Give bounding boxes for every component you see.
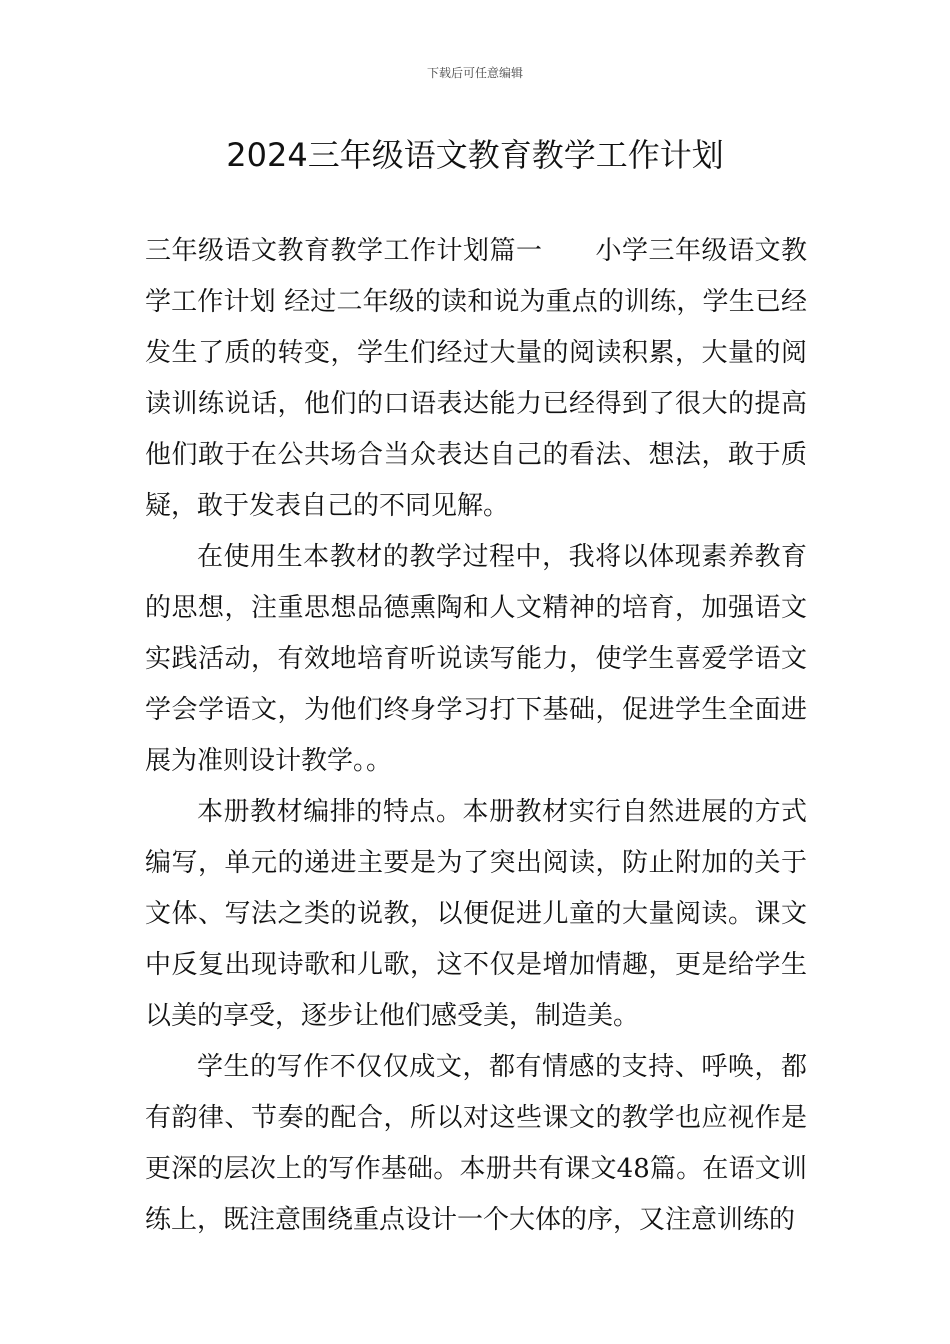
document-title: 2024三年级语文教育教学工作计划 xyxy=(226,136,724,174)
paragraph-2: 在使用生本教材的教学过程中，我将以体现素养教育的思想，注重思想品德熏陶和人文精神的培育，加强语文实践活动，有效地培育听说读写能力，使学生喜爱学语文学会学语文，为他们终身学习打下基础，促进学生全面进展为准则设计教学。。 xyxy=(145,542,807,776)
document-body xyxy=(145,226,807,1246)
paragraph-4: 学生的写作不仅仅成文，都有情感的支持、呼唤，都有韵律、节奏的配合，所以对这些课文的教学也应视作是更深的层次上的写作基础。本册共有课文48篇。在语文训练上，既注意围绕重点设计一个大体的序，又注意训练的 xyxy=(145,1052,807,1235)
paragraph-1: 三年级语文教育教学工作计划篇一 小学三年级语文教学工作计划 经过二年级的读和说为重点的训练，学生已经发生了质的转变，学生们经过大量的阅读积累，大量的阅读训练说话，他们的口语表达能力已经得到了很大的提高他们敢于在公共场合当众表达自己的看法、想法，敢于质疑，敢于发表自己的不同见解。 xyxy=(145,236,807,521)
page-header-note: 下载后可任意编辑 xyxy=(426,66,523,80)
paragraph-3: 本册教材编排的特点。本册教材实行自然进展的方式编写，单元的递进主要是为了突出阅读，防止附加的关于文体、写法之类的说教，以便促进儿童的大量阅读。课文中反复出现诗歌和儿歌，这不仅是增加情趣，更是给学生以美的享受，逐步让他们感受美，制造美。 xyxy=(145,797,807,1031)
